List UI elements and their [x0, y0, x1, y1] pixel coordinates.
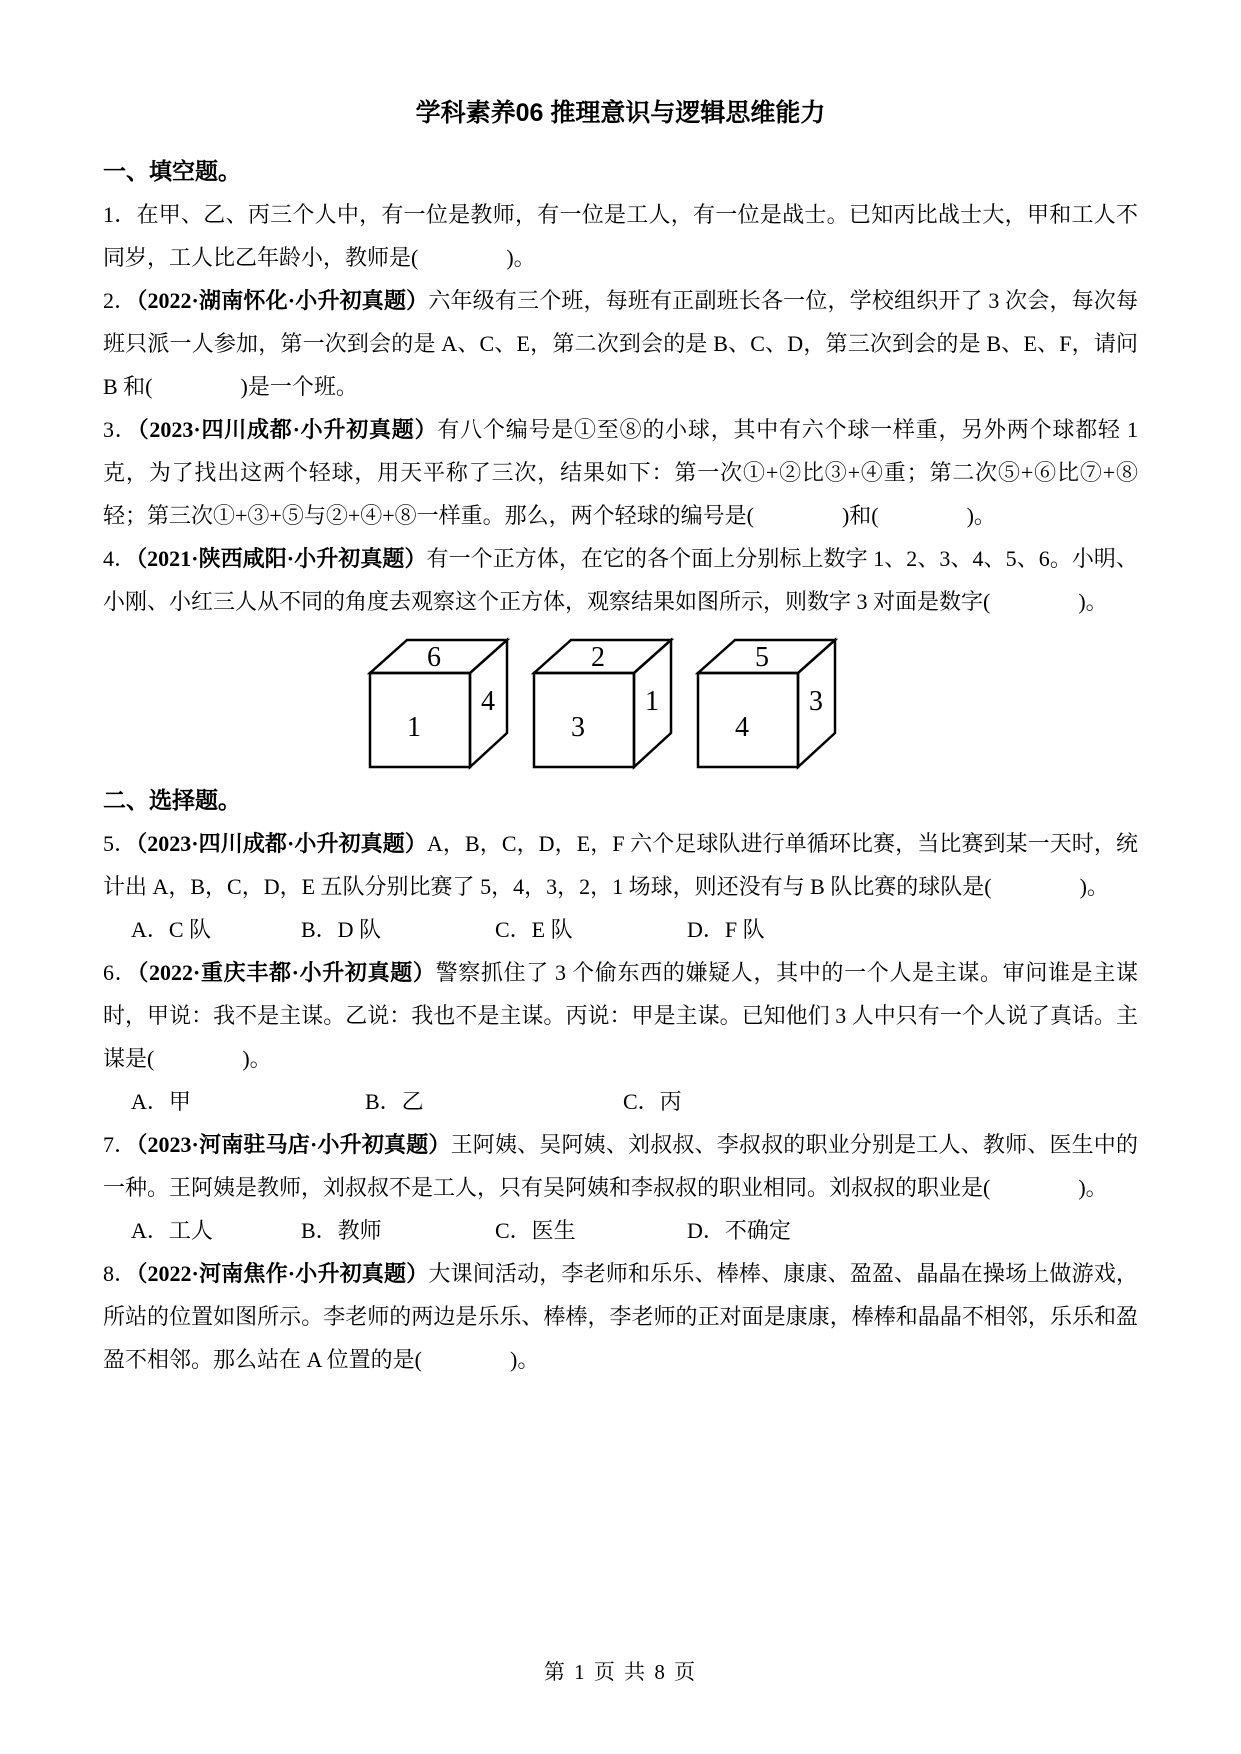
question-7-source: （2023·河南驻马店·小升初真题） [136, 1132, 451, 1157]
question-6-source: （2022·重庆丰都·小升初真题） [137, 960, 436, 985]
question-2 [103, 279, 1138, 408]
section-heading-multiple-choice: 二、选择题。 [103, 787, 241, 813]
question-6 [103, 951, 1138, 1080]
cube-diagram-1 [362, 633, 512, 775]
question-5-text: A，B，C，D，E，F 六个足球队进行单循环比赛，当比赛到某一天时，统计出 A，B，C，D，E 五队分别比赛了 5，4，3，2，1 场球，则还没有与 B 队比赛的球队是( )。 [103, 831, 1138, 899]
question-6-option-b: B．乙 [365, 1089, 424, 1114]
section-heading-fill-in: 一、填空题。 [103, 158, 241, 184]
question-5-option-d: D．F 队 [687, 917, 765, 942]
question-3 [103, 408, 1138, 537]
question-6-option-c: C．丙 [623, 1089, 682, 1114]
question-5-option-a: A．C 队 [131, 917, 212, 942]
question-5-option-b: B．D 队 [301, 917, 382, 942]
question-7-option-a: A．工人 [131, 1218, 213, 1243]
cube-1-front-number: 1 [406, 712, 421, 743]
question-4-number: 4． [103, 546, 137, 571]
cube-1-right-number: 4 [480, 686, 495, 717]
question-2-text: 六年级有三个班，每班有正副班长各一位，学校组织开了 3 次会，每次每班只派一人参加，第一次到会的是 A、C、E，第二次到会的是 B、C、D，第三次到会的是 B、E、F，请问 B 和( )是一个班。 [103, 288, 1138, 399]
cube-3-top-number: 5 [754, 642, 769, 673]
question-6-number: 6． [103, 960, 138, 985]
question-7-number: 7． [103, 1132, 137, 1157]
question-1 [103, 193, 1138, 279]
question-3-source: （2023·四川成都·小升初真题） [137, 417, 438, 442]
question-5-options [103, 908, 1138, 951]
question-4-text: 有一个正方体，在它的各个面上分别标上数字 1、2、3、4、5、6。小明、小刚、小红三人从不同的角度去观察这个正方体，观察结果如图所示，则数字 3 对面是数字( )。 [103, 546, 1138, 614]
cube-diagram-2 [526, 633, 676, 775]
question-4-source: （2021·陕西咸阳·小升初真题） [136, 546, 427, 571]
question-8-text: 大课间活动，李老师和乐乐、棒棒、康康、盈盈、晶晶在操场上做游戏，所站的位置如图所示。李老师的两边是乐乐、棒棒，李老师的正对面是康康，棒棒和晶晶不相邻，乐乐和盈盈不相邻。那么站在 A 位置的是( )。 [103, 1261, 1138, 1372]
question-5-option-c: C．E 队 [495, 917, 573, 942]
page-footer: 第 1 页 共 8 页 [543, 1660, 698, 1684]
cube-2-top-number: 2 [590, 642, 605, 673]
cube-2-right-number: 1 [644, 686, 659, 717]
question-1-number: 1． [103, 202, 137, 227]
cube-diagram-3 [690, 633, 840, 775]
question-3-text: 有八个编号是①至⑧的小球，其中有六个球一样重，另外两个球都轻 1 克，为了找出这两个轻球，用天平称了三次，结果如下：第一次①+②比③+④重；第二次⑤+⑥比⑦+⑧轻；第三次①+③+⑤与②+④+⑧一样重。那么，两个轻球的编号是( )和( )。 [103, 417, 1138, 528]
question-1-text: 在甲、乙、丙三个人中，有一位是教师，有一位是工人，有一位是战士。已知丙比战士大，甲和工人不同岁，工人比乙年龄小，教师是( )。 [103, 202, 1138, 270]
question-8 [103, 1252, 1138, 1381]
question-5 [103, 822, 1138, 908]
question-5-number: 5． [103, 831, 137, 856]
question-3-number: 3． [103, 417, 138, 442]
cube-3-front-number: 4 [734, 712, 749, 743]
cube-1-top-number: 6 [426, 642, 441, 673]
question-7-options [103, 1209, 1138, 1252]
cube-2-front-number: 3 [570, 712, 585, 743]
question-7-option-d: D．不确定 [687, 1218, 791, 1243]
question-8-number: 8． [103, 1261, 137, 1286]
question-7 [103, 1123, 1138, 1209]
cube-observation-figure [103, 633, 1098, 775]
question-6-options [103, 1080, 1138, 1123]
question-7-option-c: C．医生 [495, 1218, 576, 1243]
question-6-option-a: A．甲 [131, 1089, 191, 1114]
question-7-option-b: B．教师 [301, 1218, 382, 1243]
question-2-number: 2． [103, 288, 137, 313]
question-7-text: 王阿姨、吴阿姨、刘叔叔、李叔叔的职业分别是工人、教师、医生中的一种。王阿姨是教师，刘叔叔不是工人，只有吴阿姨和李叔叔的职业相同。刘叔叔的职业是( )。 [103, 1132, 1138, 1200]
question-4 [103, 537, 1138, 623]
question-6-text: 警察抓住了 3 个偷东西的嫌疑人，其中的一个人是主谋。审问谁是主谋时，甲说：我不是主谋。乙说：我也不是主谋。丙说：甲是主谋。已知他们 3 人中只有一个人说了真话。主谋是( )。 [103, 960, 1138, 1071]
question-2-source: （2022·湖南怀化·小升初真题） [136, 288, 429, 313]
question-5-source: （2023·四川成都·小升初真题） [136, 831, 427, 856]
question-8-source: （2022·河南焦作·小升初真题） [136, 1261, 429, 1286]
cube-3-right-number: 3 [808, 686, 823, 717]
page-title: 学科素养06 推理意识与逻辑思维能力 [415, 99, 826, 127]
